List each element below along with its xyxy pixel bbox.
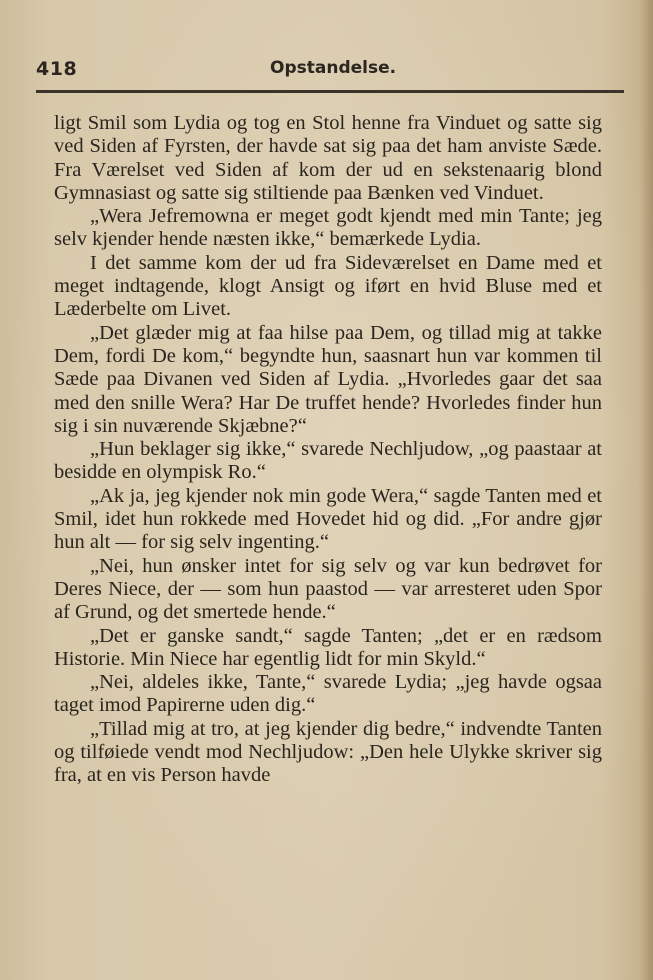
- paragraph: I det samme kom der ud fra Sideværelset en Dame med et meget indtagende, klogt Ansigt og iført en hvid Bluse med et Læderbelte om Livet.: [54, 251, 602, 321]
- paragraph: ligt Smil som Lydia og tog en Stol henne fra Vinduet og satte sig ved Siden af Fyrsten, der havde sat sig paa det ham anviste Sæde. Fra Værelset ved Siden af kom der ud en sekstenaarig blond Gymnasiast og satte sig stiltiende paa Bænken ved Vinduet.: [54, 112, 602, 204]
- paragraph: „Hun beklager sig ikke,“ svarede Nechljudow, „og paastaar at besidde en olympisk Ro.“: [54, 438, 602, 484]
- paragraph: „Det glæder mig at faa hilse paa Dem, og tillad mig at takke Dem, fordi De kom,“ begyndte hun, saasnart hun var kommen til Sæde paa Divanen ved Siden af Lydia. „Hvorledes gaar det saa med den snille Wera? Har De truffet hende? Hvorledes finder hun sig i sin nuværende Skjæbne?“: [54, 321, 602, 437]
- page-edge-shadow: [639, 0, 653, 980]
- paragraph: „Ak ja, jeg kjender nok min gode Wera,“ sagde Tanten med et Smil, idet hun rokkede med Hovedet hid og did. „For andre gjør hun alt — for sig selv ingenting.“: [54, 484, 602, 554]
- running-head: Opstandelse.: [270, 58, 397, 78]
- paragraph: „Tillad mig at tro, at jeg kjender dig bedre,“ indvendte Tanten og tilføiede vendt mod Nechljudow: „Den hele Ulykke skriver sig fra, at en vis Person havde: [54, 717, 602, 787]
- page-header: [36, 58, 620, 86]
- paragraph: „Wera Jefremowna er meget godt kjendt med min Tante; jeg selv kjender hende næsten ikke,“ bemærkede Lydia.: [54, 205, 602, 251]
- paragraph: „Nei, hun ønsker intet for sig selv og var kun bedrøvet for Deres Niece, der — som hun paastod — var arresteret uden Spor af Grund, og det smertede hende.“: [54, 554, 602, 624]
- body-text: [54, 112, 602, 788]
- header-rule: [36, 90, 624, 93]
- page-number: 418: [36, 58, 78, 80]
- paragraph: „Det er ganske sandt,“ sagde Tanten; „det er en rædsom Historie. Min Niece har egentlig lidt for min Skyld.“: [54, 624, 602, 670]
- paragraph: „Nei, aldeles ikke, Tante,“ svarede Lydia; „jeg havde ogsaa taget imod Papirerne uden dig.“: [54, 671, 602, 717]
